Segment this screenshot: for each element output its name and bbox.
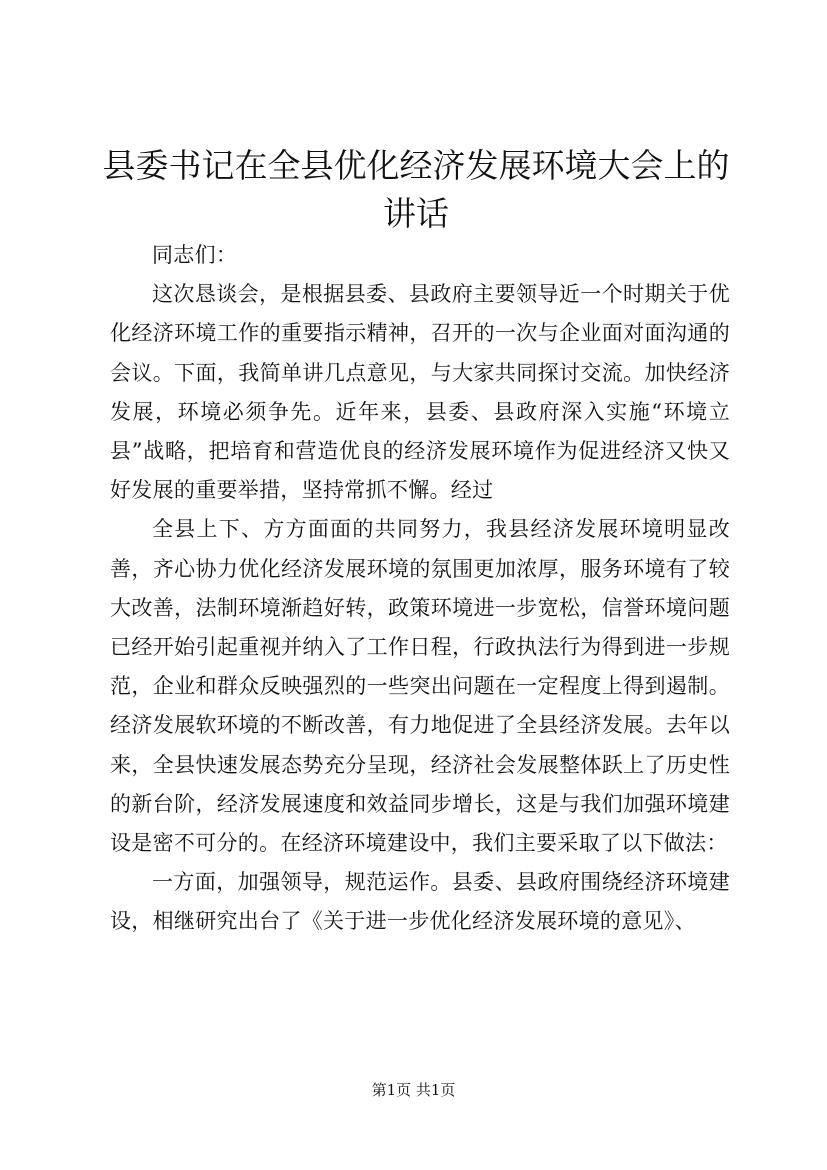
document-title: 县委书记在全县优化经济发展环境大会上的讲话	[102, 146, 730, 233]
page-footer: 第1页 共1页	[371, 1081, 456, 1099]
greeting: 同志们：	[152, 243, 238, 267]
paragraph-2: 全县上下、方方面面的共同努力，我县经济发展环境明显改善，齐心协力优化经济发展环境的氛围更加浓厚，服务环境有了较大改善，法制环境渐趋好转，政策环境进一步宽松，信誉环境问题已经开始引起重视并纳入了工作日程，行政执法行为得到进一步规范，企业和群众反映强烈的一些突出问题在一定程度上得到遏制。经济发展软环境的不断改善，有力地促进了全县经济发展。去年以来，全县快速发展态势充分呈现，经济社会发展整体跃上了历史性的新台阶，经济发展速度和效益同步增长，这是与我们加强环境建设是密不可分的。在经济环境建设中，我们主要采取了以下做法：	[110, 517, 730, 856]
paragraph-3: 一方面，加强领导，规范运作。县委、县政府围绕经济环境建设，相继研究出台了《关于进一步优化经济发展环境的意见》、	[110, 870, 730, 934]
document-body	[110, 236, 730, 942]
paragraph-1: 这次恳谈会，是根据县委、县政府主要领导近一个时期关于优化经济环境工作的重要指示精神，召开的一次与企业面对面沟通的会议。下面，我简单讲几点意见，与大家共同探讨交流。加快经济发展，环境必须争先。近年来，县委、县政府深入实施“环境立县”战略，把培育和营造优良的经济发展环境作为促进经济又快又好发展的重要举措，坚持常抓不懈。经过	[110, 282, 730, 503]
